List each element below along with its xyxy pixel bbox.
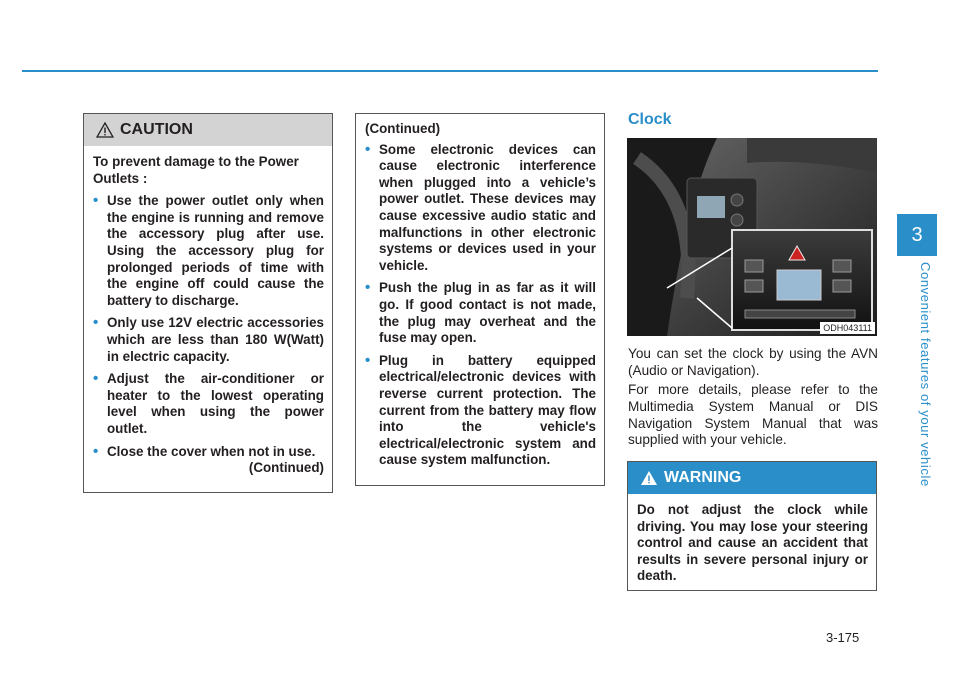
warning-triangle-icon xyxy=(640,470,658,486)
caution-triangle-icon xyxy=(96,122,114,138)
header-rule xyxy=(22,70,878,72)
caution-item: • Only use 12V electric accessories which are less than 180 W(Watt) in electric capacity. xyxy=(93,315,324,365)
continued-item: • Push the plug in as far as it will go. If good contact is not made, the plug may overheat and the fuse may open. xyxy=(365,280,596,346)
caution-title: CAUTION xyxy=(120,121,193,138)
caution-box xyxy=(83,113,333,493)
continued-list xyxy=(365,142,596,469)
caution-item: • Close the cover when not in use. xyxy=(93,444,324,461)
warning-header xyxy=(628,462,876,494)
clock-paragraph-2: For more details, please refer to the Multimedia System Manual or DIS Navigation System Manual that was supplied with your vehicle. xyxy=(628,382,878,448)
continued-body xyxy=(356,114,604,469)
caution-continued: (Continued) xyxy=(248,460,324,476)
section-number-tab: 3 xyxy=(897,214,937,256)
caution-body xyxy=(84,146,332,477)
section-title: Convenient features of your vehicle xyxy=(918,262,933,487)
caution-item: • Adjust the air-conditioner or heater to the lowest operating level when using the power outlet. xyxy=(93,371,324,437)
caution-intro: To prevent damage to the Power Outlets : xyxy=(93,154,299,186)
dashboard-illustration xyxy=(627,138,877,336)
caution-list xyxy=(93,193,324,460)
continued-item: • Some electronic devices can cause electronic interference when plugged into a vehicle’s power outlet. These devices may cause excessive audio static and malfunctions in other electronic systems or devices used in your vehicle. xyxy=(365,142,596,275)
continued-heading: (Continued) xyxy=(365,121,441,136)
warning-box xyxy=(627,461,877,591)
warning-title: WARNING xyxy=(664,469,742,486)
page-number: 3-175 xyxy=(826,630,860,645)
clock-heading: Clock xyxy=(628,111,672,128)
clock-paragraph-1: You can set the clock by using the AVN (Audio or Navigation). xyxy=(628,346,878,378)
caution-item: • Use the power outlet only when the engine is running and remove the accessory plug after use. Using the accessory plug for prolonged periods of time with the engine off could cause the battery to discharge. xyxy=(93,193,324,309)
warning-text: Do not adjust the clock while driving. You may lose your steering control and cause an accident that results in severe personal injury or death. xyxy=(637,502,868,584)
dashboard-photo xyxy=(627,138,877,336)
continued-box xyxy=(355,113,605,486)
continued-item: • Plug in battery equipped electrical/electronic devices with reverse current protection. The current from the battery may flow into the vehicle's electrical/electronic system and cause system malfunction. xyxy=(365,353,596,469)
caution-header xyxy=(84,114,332,146)
image-code: ODH043111 xyxy=(820,322,875,334)
